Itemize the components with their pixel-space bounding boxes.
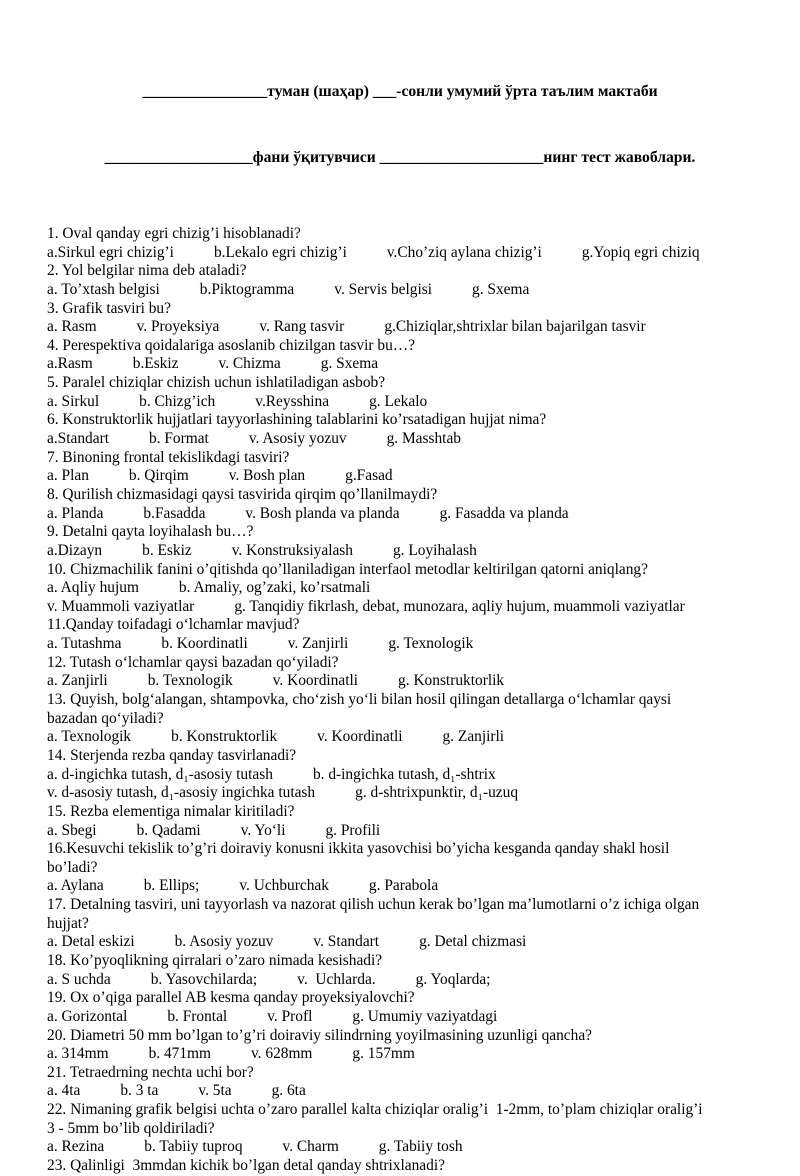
option: b. Yasovchilarda; [150,970,258,988]
option: v. Proyeksiya [136,318,220,336]
option: b. Texnologik [147,672,233,690]
question-text: 9. Detalni qayta loyihalash bu…? [47,523,254,541]
document-header [0,0,800,213]
option: g.Yopiq egri chiziq [581,243,700,261]
option: a. Texnologik [47,728,132,746]
option: b.Fasadda [143,504,206,522]
options-line [47,971,762,990]
option: b. Asosiy yozuv [174,933,274,951]
option: b. Qirqim [128,467,189,485]
options-line [47,672,762,691]
option: a. S uchda [47,970,111,988]
option: v. Konstruksiyalash [231,541,353,559]
option: v. Muammoli vaziyatlar [47,597,195,615]
question-text: 22. Nimaning grafik belgisi uchta o’zaro parallel kalta chiziqlar oralig’i 1-2mm, to’plam chiziqlar oralig’i [47,1101,703,1119]
options-line [47,784,762,803]
options-line [47,766,762,785]
question-text: 6. Konstruktorlik hujjatlari tayyorlashining talablarini ko’rsatadigan hujjat nima? [47,411,547,429]
option: b. Qadami [136,821,201,839]
option: v. Koordinatli [272,672,359,690]
option: a. Zanjirli [47,672,108,690]
option: a.Sirkul egri chizig’i [47,243,174,261]
option: g. Zanjirli [442,728,505,746]
option: g. Sxema [472,280,530,298]
options-line [47,1082,762,1101]
option: g. Detal chizmasi [419,933,527,951]
option: b. 3 ta [120,1082,159,1100]
option: g. 157mm [352,1045,415,1063]
option: v.Reysshina [255,392,330,410]
option: b. Frontal [167,1007,228,1025]
question-text: 12. Tutash o‘lchamlar qaysi bazadan qo‘yiladi? [47,653,339,671]
option: b.Lekalo egri chizig’i [213,243,347,261]
option: v. Chizma [218,355,281,373]
option: a.Dizayn [47,541,103,559]
option: b.Eskiz [132,355,179,373]
question-text: 18. Ko’pyoqlikning qirralari o’zaro nimada kesishadi? [47,951,383,969]
question-text: 4. Perespektiva qoidalariga asoslanib chizilgan tasvir bu…? [47,336,415,354]
option: v. Rang tasvir [259,318,345,336]
option: v. Servis belgisi [334,280,433,298]
options-line [47,877,762,896]
options-line [47,505,762,524]
option: g. Masshtab [386,430,461,448]
question-text: 13. Quyish, bolg‘alangan, shtampovka, cho‘zish yo‘li bilan hosil qilingan detallarga o‘lchamlar qaysi [47,691,672,709]
option: a. Aylana [47,877,104,895]
options-line [47,1045,762,1064]
question-text: bo’ladi? [47,858,98,876]
question-text: 14. Sterjenda rezba qanday tasvirlanadi? [47,746,297,764]
options-line [47,244,762,263]
option: a. Sbegi [47,821,97,839]
option: g. Profili [325,821,381,839]
question-text: 21. Tetraedrning nechta uchi bor? [47,1063,254,1081]
question-text: 2. Yol belgilar nima deb ataladi? [47,262,247,280]
option: g. Sxema [320,355,379,373]
question-text: 16.Kesuvchi tekislik to’g’ri doiraviy konusni ikkita yasovchisi bo’yicha kesganda qanday shakl hosil [47,840,670,858]
option: a. Gorizontal [47,1007,128,1025]
question-text: hujjat? [47,914,89,932]
options-line [47,393,762,412]
option: v. Bosh plan [228,467,306,485]
option: v. Uchburchak [239,877,329,895]
option: b. 471mm [148,1045,211,1063]
option: g. Parabola [368,877,439,895]
option: b.Piktogramma [199,280,295,298]
question-text: 8. Qurilish chizmasidagi qaysi tasvirida qirqim qo’llanilmaydi? [47,485,438,503]
option: g. Lekalo [369,392,428,410]
option: a. Tutashma [47,635,122,653]
option: b. Tabiiy tuproq [144,1138,243,1156]
option: a. To’xtash belgisi [47,280,160,298]
option: v. Yo‘li [240,821,286,839]
options-line [47,467,762,486]
questions-list [47,225,762,1176]
question-text: 1. Oval qanday egri chizig’i hisoblanadi? [47,225,301,242]
options-line [47,598,762,617]
question-text: 20. Diametri 50 mm bo’lgan to’g’ri doiraviy silindrning yoyilmasining uzunligi qancha? [47,1026,592,1044]
option: g. Konstruktorlik [398,672,505,690]
question-text: 10. Chizmachilik fanini o’qitishda qo’llaniladigan interfaol metodlar keltirilgan qatorni aniqlang? [47,560,648,578]
question-text: 17. Detalning tasviri, uni tayyorlash va nazorat qilish uchun kerak bo’lgan ma’lumotlarni o’z ichiga olgan [47,896,700,914]
header-line-school: ________________туман (шаҳар) ___-сонли умумий ўрта таълим мактаби [142,83,658,100]
option: v. Standart [313,933,380,951]
option: b. Ellips; [143,877,200,895]
options-line [47,933,762,952]
options-line [47,728,762,747]
option: b. Eskiz [142,541,192,559]
question-text: 3 - 5mm bo’lib qoldiriladi? [47,1119,215,1137]
option: a. Detal eskizi [47,933,135,951]
options-line [47,281,762,300]
option: v.Cho’ziq aylana chizig’i [386,243,542,261]
option: a. Sirkul [47,392,100,410]
option: g. d-shtrixpunktir, d₁-uzuq [355,784,519,802]
option: v. Koordinatli [317,728,403,746]
option: v. Profl [267,1007,313,1025]
option: g. Umumiy vaziyatdagi [352,1007,498,1025]
option: g. Fasadda va planda [439,504,569,522]
options-line [47,318,762,337]
option: b. d-ingichka tutash, d₁-shtrix [312,765,496,783]
option: a.Standart [47,430,109,448]
option: g.Fasad [345,467,393,485]
option: g. Tabiiy tosh [378,1138,463,1156]
question-text: 5. Paralel chiziqlar chizish uchun ishlatiladigan asbob? [47,374,386,392]
question-text: 7. Binoning frontal tekislikdagi tasviri? [47,448,290,466]
option: b. Chizg’ich [139,392,216,410]
option: g.Chiziqlar,shtrixlar bilan bajarilgan tasvir [384,318,646,336]
option: v. Asosiy yozuv [248,430,347,448]
options-line [47,542,762,561]
option: v. 5ta [198,1082,232,1100]
option: v. Bosh planda va planda [245,504,400,522]
option: a. Rasm [47,318,97,336]
question-text: 11.Qanday toifadagi o‘lchamlar mavjud? [47,616,300,634]
question-text: 19. Ox o’qiga parallel AB kesma qanday proyeksiyalovchi? [47,989,415,1007]
options-line [47,822,762,841]
option: b. Koordinatli [161,635,248,653]
options-line [47,579,762,598]
option: a. d-ingichka tutash, d₁-asosiy tutash [47,765,273,783]
option: g. 6ta [271,1082,306,1100]
options-line [47,430,762,449]
header-line-teacher: ___________________фани ўқитувчиси _____________________нинг тест жавоблари. [104,149,696,166]
options-line [47,355,762,374]
options-line [47,635,762,654]
option: g. Texnologik [388,635,474,653]
option: a. 4ta [47,1082,81,1100]
option: a. Rezina [47,1138,105,1156]
question-text: 3. Grafik tasviri bu? [47,299,171,317]
option: g. Yoqlarda; [415,970,491,988]
options-line [47,1138,762,1157]
option: v. Zanjirli [287,635,349,653]
option: a. Aqliy hujum [47,579,139,597]
option: b. Format [148,430,209,448]
option: v. Uchlarda. [297,970,376,988]
option: g. Tanqidiy fikrlash, debat, munozara, aqliy hujum, muammoli vaziyatlar [234,597,685,615]
option: a.Rasm [47,355,93,373]
option: a. 314mm [47,1045,109,1063]
question-text: bazadan qo‘yiladi? [47,709,164,727]
options-line [47,1008,762,1027]
option: a. Planda [47,504,104,522]
question-text: 15. Rezba elementiga nimalar kiritiladi? [47,802,295,820]
option: a. Plan [47,467,89,485]
option: b. Amaliy, og’zaki, ko’rsatmali [178,579,371,597]
option: g. Loyihalash [392,541,477,559]
option: v. 628mm [250,1045,313,1063]
option: v. d-asosiy tutash, d₁-asosiy ingichka tutash [47,784,316,802]
option: b. Konstruktorlik [171,728,278,746]
question-text: 23. Qalinligi 3mmdan kichik bo’lgan detal qanday shtrixlanadi? [47,1157,445,1175]
option: v. Charm [282,1138,339,1156]
